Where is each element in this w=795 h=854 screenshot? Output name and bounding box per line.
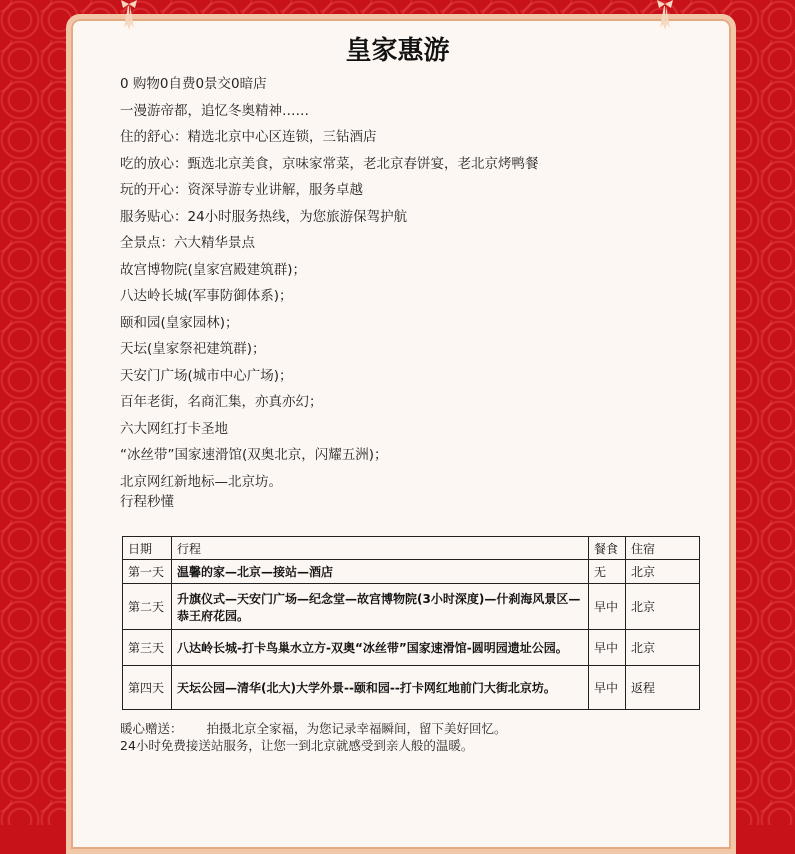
meal-cell: 早中: [589, 584, 626, 630]
service-line: 24小时免费接送站服务，让您一到北京就感受到亲人般的温暖。: [120, 738, 474, 753]
gift-label: 暖心赠送：: [120, 721, 183, 736]
ribbon-bow-icon: [118, 0, 140, 30]
text-line: 玩的开心：资深导游专业讲解，服务卓越: [120, 182, 363, 198]
header-cell: 日期: [123, 537, 172, 560]
day-cell: 第三天: [123, 630, 172, 666]
stay-cell: 北京: [626, 584, 700, 630]
route-cell: 天坛公园—清华(北大)大学外景--颐和园--打卡网红地前门大街北京坊。: [172, 666, 589, 710]
text-line: 全景点：六大精华景点: [120, 235, 255, 251]
table-row: [123, 584, 700, 630]
gift-notes: [120, 720, 720, 754]
day-cell: 第一天: [123, 560, 172, 584]
meal-cell: 早中: [589, 630, 626, 666]
ribbon-bow-icon: [654, 0, 676, 30]
text-line: 天坛(皇家祭祀建筑群)；: [120, 341, 266, 357]
text-line: 行程秒懂: [120, 493, 174, 510]
text-line: 天安门广场(城市中心广场)；: [120, 367, 293, 384]
table-row: [123, 666, 700, 710]
text-line: 服务贴心：24小时服务热线，为您旅游保驾护航: [120, 208, 408, 225]
table-row: [123, 560, 700, 584]
route-cell: 升旗仪式—天安门广场—纪念堂—故宫博物院(3小时深度)—什刹海风景区—恭王府花园。: [172, 584, 589, 630]
gift-text: 拍摄北京全家福，为您记录幸福瞬间，留下美好回忆。: [206, 721, 507, 736]
header-cell: 行程: [172, 537, 589, 560]
route-cell: 温馨的家—北京—接站—酒店: [172, 560, 589, 584]
table-row: [123, 630, 700, 666]
day-cell: 第二天: [123, 584, 172, 630]
route-cell: 八达岭长城-打卡鸟巢水立方-双奥“冰丝带”国家速滑馆-圆明园遗址公园。: [172, 630, 589, 666]
stay-cell: 北京: [626, 560, 700, 584]
text-line: 颐和园(皇家园林)；: [120, 314, 239, 331]
itinerary-table: [122, 536, 700, 710]
table-header-row: [123, 537, 700, 560]
gift-line: [120, 720, 720, 737]
text-line: 百年老街，名商汇集，亦真亦幻；: [120, 394, 323, 410]
text-line: 北京网红新地标—北京坊。: [120, 473, 282, 490]
text-line: 故宫博物院(皇家宫殿建筑群)；: [120, 261, 307, 278]
header-cell: 住宿: [626, 537, 700, 560]
text-line: 一漫游帝都，追忆冬奥精神……: [120, 102, 309, 119]
text-line: 八达岭长城(军事防御体系)；: [120, 288, 293, 304]
feature-list: [120, 74, 720, 512]
text-line: 吃的放心：甄选北京美食，京味家常菜，老北京春饼宴，老北京烤鸭餐: [120, 155, 539, 172]
day-cell: 第四天: [123, 666, 172, 710]
meal-cell: 无: [589, 560, 626, 584]
text-line: 住的舒心：精选北京中心区连锁，三钻酒店: [120, 129, 377, 145]
header-cell: 餐食: [589, 537, 626, 560]
text-line: “冰丝带”国家速滑馆(双奥北京，闪耀五洲)；: [120, 447, 388, 463]
stay-cell: 北京: [626, 630, 700, 666]
stay-cell: 返程: [626, 666, 700, 710]
meal-cell: 早中: [589, 666, 626, 710]
page-title: 皇家惠游: [345, 36, 450, 66]
text-line: 0 购物0自费0景交0暗店: [120, 76, 267, 92]
text-line: 六大网红打卡圣地: [120, 420, 228, 437]
